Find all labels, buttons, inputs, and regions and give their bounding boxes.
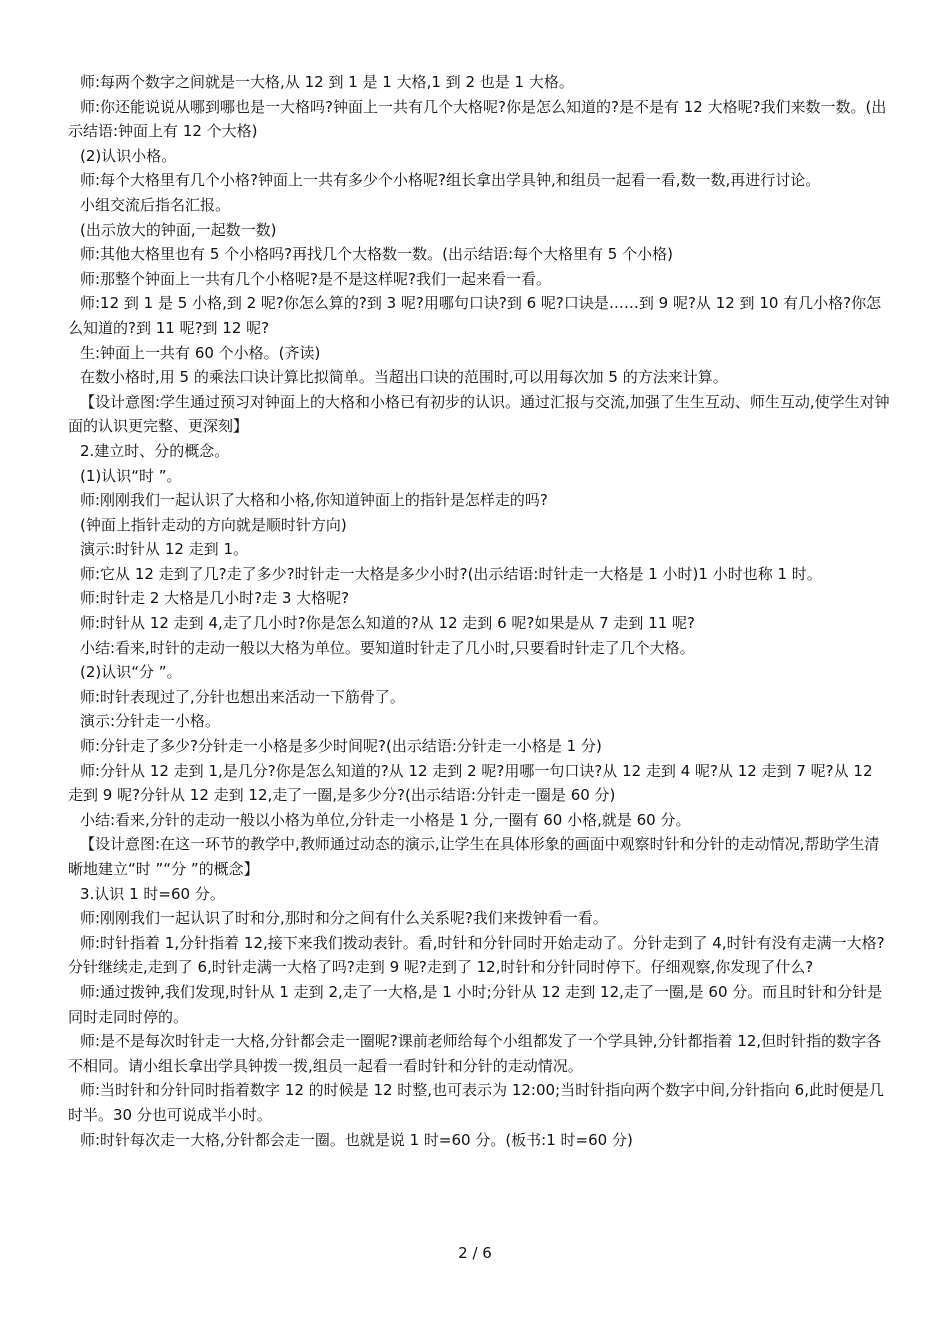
- paragraph: 小组交流后指名汇报。: [80, 195, 231, 214]
- paragraph: 师:每两个数字之间就是一大格,从 12 到 1 是 1 大格,1 到 2 也是 1 大格。: [80, 73, 574, 91]
- paragraph: 小结:看来,时针的走动一般以大格为单位。要知道时针走了几小时,只要看时针走了几个大格。: [80, 638, 695, 657]
- paragraph: 师:它从 12 走到了几?走了多少?时针走一大格是多少小时?(出示结语:时针走一大格是 1 小时)1 小时也称 1 时。: [80, 564, 822, 583]
- paragraph: 师:时针每次走一大格,分针都会走一圈。也就是说 1 时=60 分。(板书:1 时=60 分): [80, 1130, 633, 1149]
- paragraph: 师:是不是每次时针走一大格,分针都会走一圈呢?课前老师给每个小组都发了一个学具钟,分针都指着 12,但时针指的数字各不相同。请小组长拿出学具钟拨一拨,组员一起看一看时针和分针的走动情况。: [68, 1032, 882, 1075]
- paragraph: 生:钟面上一共有 60 个小格。(齐读): [80, 343, 321, 362]
- paragraph: 演示:时针从 12 走到 1。: [80, 540, 248, 559]
- subsection-heading: (1)认识“时 ”。: [80, 466, 182, 485]
- paragraph: 师:时针指着 1,分针指着 12,接下来我们拨动表针。看,时针和分针同时开始走动了。分针走到了 4,时针有没有走满一大格?分针继续走,走到了 6,时针走满一大格了吗?走到 9 呢?走到了 12,时针和分针同时停下。仔细观察,你发现了什么?: [68, 933, 885, 977]
- paragraph: 师:通过拨钟,我们发现,时针从 1 走到 2,走了一大格,是 1 小时;分针从 12 走到 12,走了一圈,是 60 分。而且时针和分针是同时走同时停的。: [68, 982, 883, 1026]
- paragraph: 师:刚刚我们一起认识了大格和小格,你知道钟面上的指针是怎样走的吗?: [80, 491, 548, 510]
- section-heading: 2.建立时、分的概念。: [80, 441, 230, 460]
- paragraph: 在数小格时,用 5 的乘法口诀计算比拟简单。当超出口诀的范围时,可以用每次加 5 的方法来计算。: [80, 368, 728, 387]
- paragraph: 师:分针从 12 走到 1,是几分?你是怎么知道的?从 12 走到 2 呢?用哪一句口诀?从 12 走到 4 呢?从 12 走到 7 呢?从 12 走到 9 呢?分针从 12 走到 12,走了一圈,是多少分?(出示结语:分针走一圈是 60 分): [68, 761, 873, 805]
- subsection-heading: (2)认识“分 ”。: [80, 663, 182, 682]
- page-number: 2 / 6: [458, 1244, 492, 1262]
- paragraph: 师:时针走 2 大格是几小时?走 3 大格呢?: [80, 589, 350, 608]
- paragraph: 师:当时针和分针同时指着数字 12 的时候是 12 时整,也可表示为 12:00;当时针指向两个数字中间,分针指向 6,此时便是几时半。30 分也可说成半小时。: [68, 1081, 884, 1124]
- design-intent-note: 【设计意图:在这一环节的教学中,教师通过动态的演示,让学生在具体形象的画面中观察时针和分针的走动情况,帮助学生清晰地建立“时 ”“分 ”的概念】: [68, 835, 880, 878]
- paragraph: 师:那整个钟面上一共有几个小格呢?是不是这样呢?我们一起来看一看。: [80, 269, 551, 288]
- paragraph: (钟面上指针走动的方向就是顺时针方向): [80, 515, 347, 534]
- paragraph: 师:其他大格里也有 5 个小格吗?再找几个大格数一数。(出示结语:每个大格里有 5 个小格): [80, 245, 673, 264]
- section-heading: 3.认识 1 时=60 分。: [80, 884, 225, 903]
- paragraph: (出示放大的钟面,一起数一数): [80, 220, 277, 239]
- paragraph: 师:每个大格里有几个小格?钟面上一共有多少个小格呢?组长拿出学具钟,和组员一起看一看,数一数,再进行讨论。: [80, 171, 821, 190]
- paragraph: 师:时针表现过了,分针也想出来活动一下筋骨了。: [80, 687, 405, 706]
- design-intent-note: 【设计意图:学生通过预习对钟面上的大格和小格已有初步的认识。通过汇报与交流,加强了生生互动、师生互动,使学生对钟面的认识更完整、更深刻】: [68, 392, 890, 436]
- paragraph: 小结:看来,分针的走动一般以小格为单位,分针走一小格是 1 分,一圈有 60 小格,就是 60 分。: [80, 810, 691, 829]
- paragraph: 师:时针从 12 走到 4,走了几小时?你是怎么知道的?从 12 走到 6 呢?如果是从 7 走到 11 呢?: [80, 614, 696, 633]
- paragraph: 演示:分针走一小格。: [80, 712, 221, 731]
- paragraph: (2)认识小格。: [80, 146, 177, 165]
- document-body: [68, 70, 890, 1152]
- paragraph: 师:刚刚我们一起认识了时和分,那时和分之间有什么关系呢?我们来拨钟看一看。: [80, 909, 608, 928]
- paragraph: 师:分针走了多少?分针走一小格是多少时间呢?(出示结语:分针走一小格是 1 分): [80, 737, 602, 756]
- paragraph: 师:12 到 1 是 5 小格,到 2 呢?你怎么算的?到 3 呢?用哪句口诀?到 6 呢?口诀是……到 9 呢?从 12 到 10 有几小格?你怎么知道的?到 11 呢?到 12 呢?: [68, 294, 882, 337]
- paragraph: 师:你还能说说从哪到哪也是一大格吗?钟面上一共有几个大格呢?你是怎么知道的?是不是有 12 大格呢?我们来数一数。(出示结语:钟面上有 12 个大格): [68, 97, 887, 141]
